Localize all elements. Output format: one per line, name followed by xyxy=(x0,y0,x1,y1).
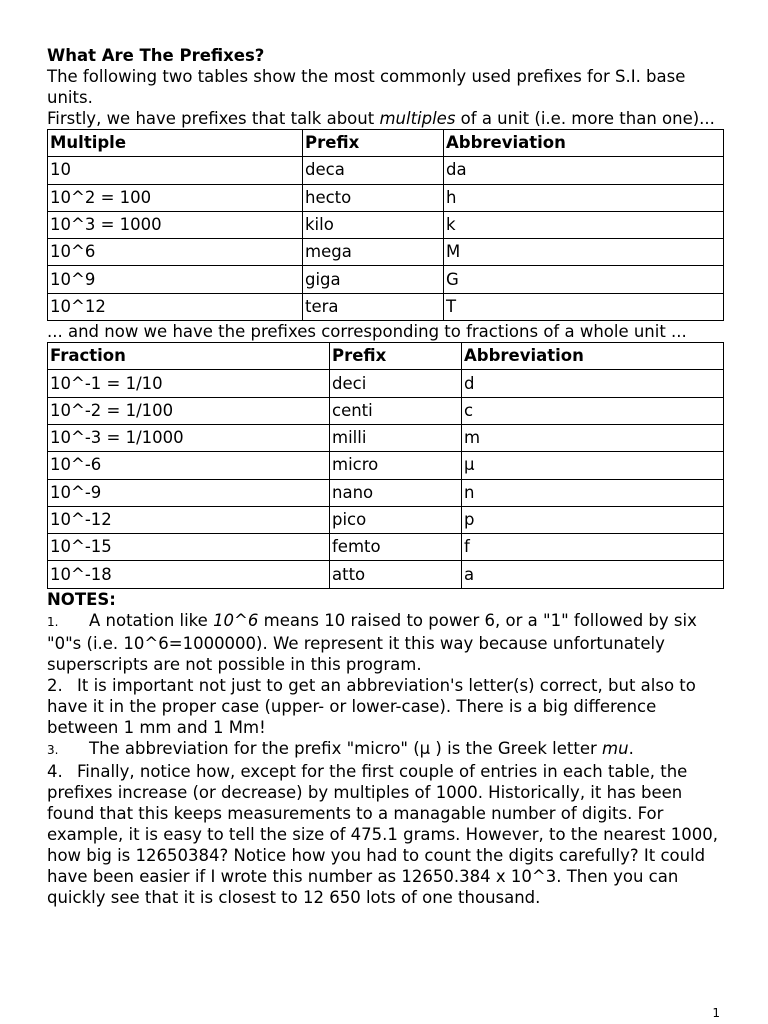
table-cell: f xyxy=(462,534,724,561)
table-cell: da xyxy=(444,157,724,184)
multiples-intro-paragraph xyxy=(47,108,723,129)
table-cell: atto xyxy=(330,561,462,588)
column-header: Prefix xyxy=(303,130,444,157)
table-row xyxy=(48,157,724,184)
table-cell: centi xyxy=(330,397,462,424)
table-cell: k xyxy=(444,211,724,238)
note-2 xyxy=(47,675,723,738)
table-cell: 10^-1 = 1/10 xyxy=(48,370,330,397)
note-number: 4. xyxy=(47,761,63,781)
table-row xyxy=(48,266,724,293)
table-row xyxy=(48,184,724,211)
table-cell: 10^-3 = 1/1000 xyxy=(48,424,330,451)
note-number: 3. xyxy=(47,742,59,757)
table-cell: µ xyxy=(462,452,724,479)
table-cell: T xyxy=(444,293,724,320)
table-cell: 10^12 xyxy=(48,293,303,320)
table-cell: d xyxy=(462,370,724,397)
note-text: The abbreviation for the prefix "micro" (µ ) is the Greek letter xyxy=(89,738,603,758)
table-cell: hecto xyxy=(303,184,444,211)
column-header: Prefix xyxy=(330,343,462,370)
table-cell: femto xyxy=(330,534,462,561)
fractions-table xyxy=(47,342,724,589)
table-cell: 10^-12 xyxy=(48,506,330,533)
column-header: Abbreviation xyxy=(462,343,724,370)
table-row xyxy=(48,211,724,238)
table-cell: 10^-18 xyxy=(48,561,330,588)
notes-heading: NOTES: xyxy=(47,589,116,609)
fractions-intro-paragraph: ... and now we have the prefixes corresponding to fractions of a whole unit ... xyxy=(47,322,687,342)
table-cell: kilo xyxy=(303,211,444,238)
table-cell: h xyxy=(444,184,724,211)
table-cell: 10^-9 xyxy=(48,479,330,506)
table-row xyxy=(48,479,724,506)
table-cell: n xyxy=(462,479,724,506)
table-cell: giga xyxy=(303,266,444,293)
note-emphasis: 10^6 xyxy=(213,610,259,630)
note-text: It is important not just to get an abbreviation's letter(s) correct, but also to have it in the proper case (upper- or lower-case). There is a big difference between 1 mm and 1 Mm! xyxy=(47,675,696,737)
multiples-emphasis: multiples xyxy=(379,109,456,128)
table-cell: 10^-15 xyxy=(48,534,330,561)
table-cell: mega xyxy=(303,239,444,266)
table-cell: pico xyxy=(330,506,462,533)
table-cell: c xyxy=(462,397,724,424)
table-cell: 10^9 xyxy=(48,266,303,293)
table-cell: micro xyxy=(330,452,462,479)
table-cell: G xyxy=(444,266,724,293)
intro-paragraph: The following two tables show the most commonly used prefixes for S.I. base units. xyxy=(47,67,686,107)
table-cell: deci xyxy=(330,370,462,397)
table-row xyxy=(48,370,724,397)
table-cell: a xyxy=(462,561,724,588)
table-row xyxy=(48,561,724,588)
table-cell: tera xyxy=(303,293,444,320)
note-3 xyxy=(47,738,723,761)
table-header-row xyxy=(48,343,724,370)
page-title: What Are The Prefixes? xyxy=(47,46,265,65)
multiples-table xyxy=(47,129,724,321)
table-cell: m xyxy=(462,424,724,451)
table-header-row xyxy=(48,130,724,157)
table-row xyxy=(48,452,724,479)
table-cell: 10^2 = 100 xyxy=(48,184,303,211)
table-cell: 10^6 xyxy=(48,239,303,266)
note-text: . xyxy=(628,738,634,758)
table-row xyxy=(48,239,724,266)
note-number: 2. xyxy=(47,675,63,695)
table-row xyxy=(48,534,724,561)
table-cell: M xyxy=(444,239,724,266)
table-cell: milli xyxy=(330,424,462,451)
note-text: A notation like xyxy=(89,610,214,630)
table-row xyxy=(48,293,724,320)
table-cell: deca xyxy=(303,157,444,184)
multiples-intro-text: Firstly, we have prefixes that talk about xyxy=(47,109,380,128)
multiples-intro-text-end: of a unit (i.e. more than one)... xyxy=(455,109,715,128)
note-text: Finally, notice how, except for the first couple of entries in each table, the prefixes increase (or decrease) by multiples of 1000. Historically, it has been found that this keeps measurements to a managable number of digits. For example, it is easy to tell the size of 475.1 grams. However, to the nearest 1000, how big is 12650384? Notice how you had to count the digits carefully? It could have been easier if I wrote this number as 12650.384 x 10^3. Then you can quickly see that it is closest to 12 650 lots of one thousand. xyxy=(47,761,718,907)
table-cell: 10 xyxy=(48,157,303,184)
note-text: means 10 raised to power 6, or a "1" followed by six "0"s (i.e. 10^6=1000000). We represent it this way because unfortunately superscripts are not possible in this program. xyxy=(47,610,697,674)
table-cell: 10^-2 = 1/100 xyxy=(48,397,330,424)
note-4 xyxy=(47,761,723,908)
note-1 xyxy=(47,610,723,675)
table-row xyxy=(48,424,724,451)
table-cell: nano xyxy=(330,479,462,506)
note-emphasis: mu xyxy=(602,738,629,758)
column-header: Fraction xyxy=(48,343,330,370)
table-cell: p xyxy=(462,506,724,533)
column-header: Abbreviation xyxy=(444,130,724,157)
note-number: 1. xyxy=(47,614,59,629)
column-header: Multiple xyxy=(48,130,303,157)
table-cell: 10^-6 xyxy=(48,452,330,479)
page-number: 1 xyxy=(712,1006,720,1020)
table-row xyxy=(48,397,724,424)
table-cell: 10^3 = 1000 xyxy=(48,211,303,238)
table-row xyxy=(48,506,724,533)
document-page xyxy=(47,45,723,908)
